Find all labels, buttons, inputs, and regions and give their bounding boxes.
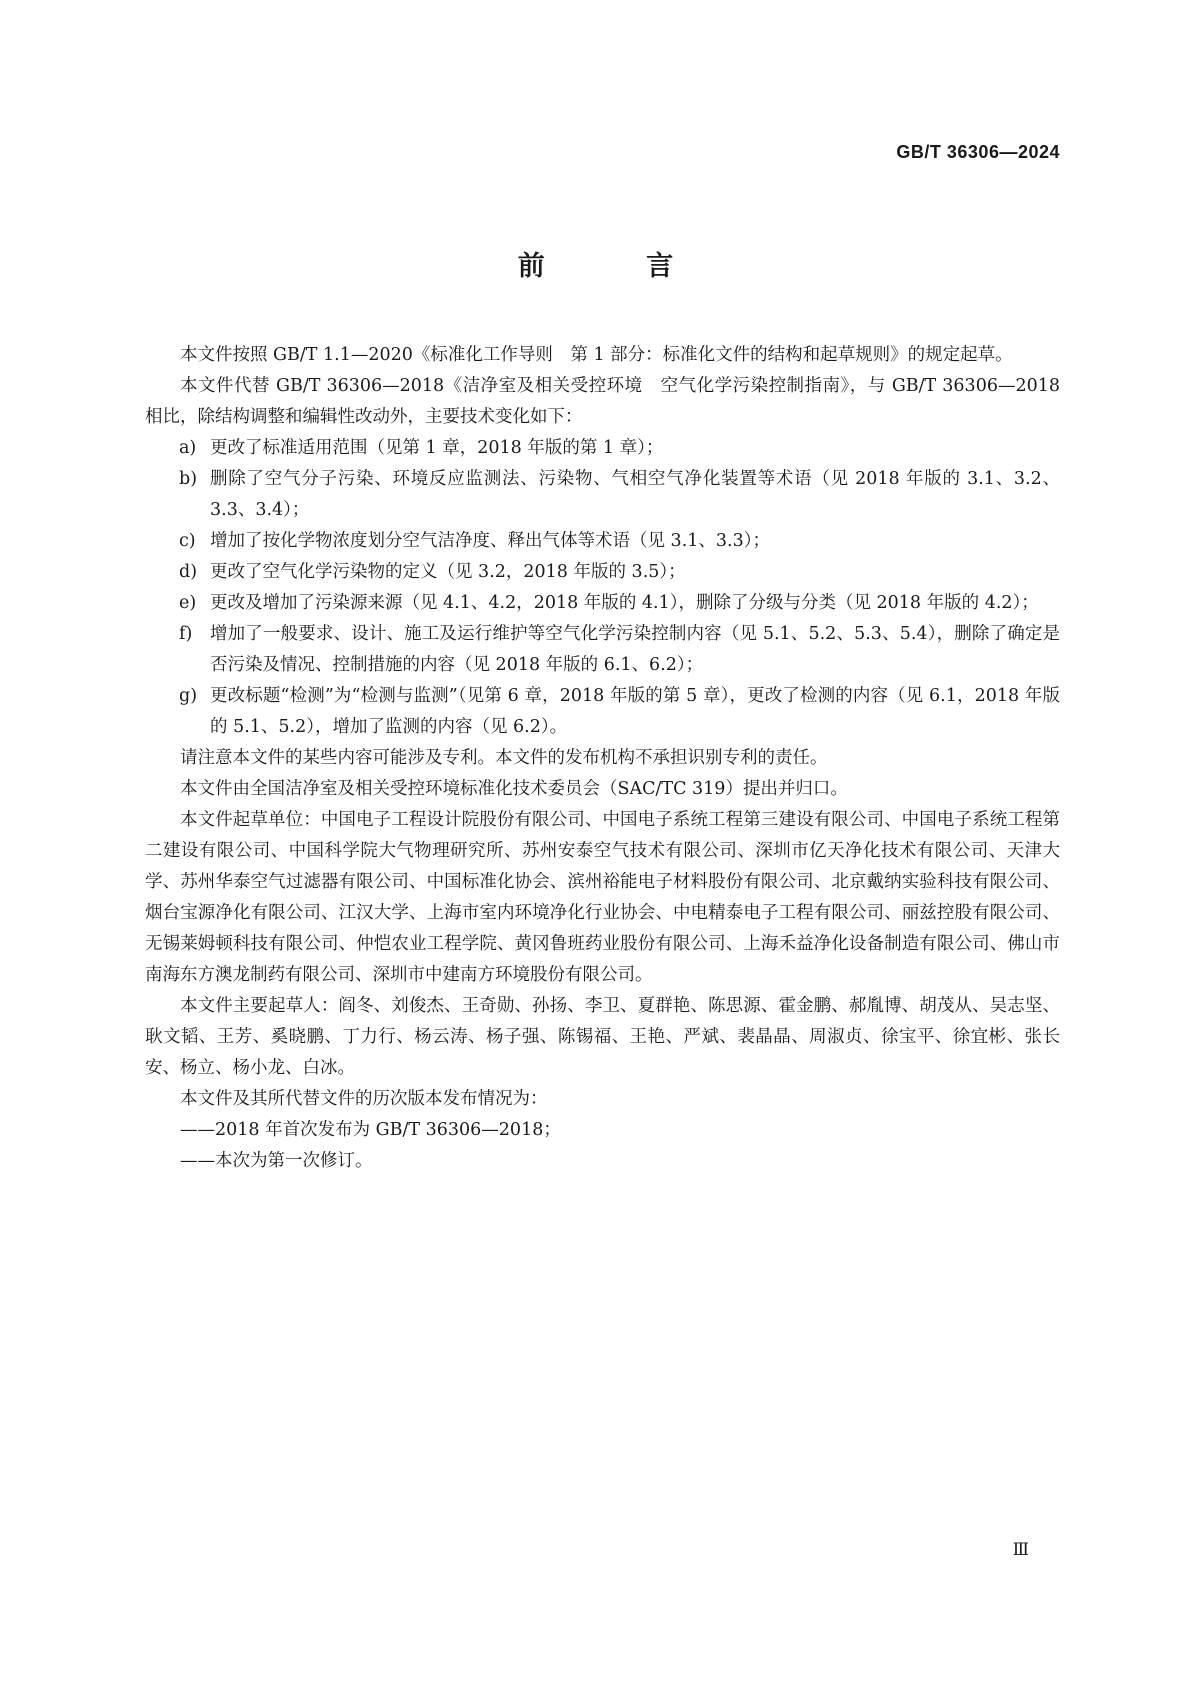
patent-notice: 请注意本文件的某些内容可能涉及专利。本文件的发布机构不承担识别专利的责任。 — [180, 748, 828, 768]
list-item — [145, 526, 1060, 557]
list-item — [145, 588, 1060, 619]
list-marker: c) — [179, 531, 196, 551]
drafting-units-paragraph: 本文件起草单位：中国电子工程设计院股份有限公司、中国电子系统工程第三建设有限公司、中国电子系统工程第二建设有限公司、中国科学院大气物理研究所、苏州安泰空气技术有限公司、深圳市亿天净化技术有限公司、天津大学、苏州华泰空气过滤器有限公司、中国标准化协会、滨州裕能电子材料股份有限公司、北京戴纳实验科技有限公司、烟台宝源净化有限公司、江汉大学、上海市室内环境净化行业协会、中电精泰电子工程有限公司、丽兹控股有限公司、无锡莱姆顿科技有限公司、仲恺农业工程学院、黄冈鲁班药业股份有限公司、上海禾益净化设备制造有限公司、佛山市南海东方澳龙制药有限公司、深圳市中建南方环境股份有限公司。 — [145, 810, 1060, 985]
list-item — [145, 619, 1060, 681]
page-number: Ⅲ — [1012, 1540, 1029, 1560]
list-item — [145, 433, 1060, 464]
drafters-paragraph: 本文件主要起草人：阎冬、刘俊杰、王奇勋、孙扬、李卫、夏群艳、陈思源、霍金鹏、郝胤博、胡茂从、吴志坚、耿文韬、王芳、奚晓鹏、丁力行、杨云涛、杨子强、陈锡福、王艳、严斌、裴晶晶、周淑贞、徐宝平、徐宜彬、张长安、杨立、杨小龙、白冰。 — [145, 996, 1060, 1078]
committee-paragraph: 本文件由全国洁净室及相关受控环境标准化技术委员会（SAC/TC 319）提出并归口。 — [180, 779, 848, 799]
history-item: ——2018 年首次发布为 GB/T 36306—2018； — [180, 1120, 561, 1140]
list-marker: e) — [179, 593, 197, 613]
page-title: 前 言 — [517, 251, 720, 282]
changes-list — [145, 433, 1060, 743]
list-item-text: 更改了空气化学污染物的定义（见 3.2，2018 年版的 3.5）； — [210, 562, 686, 582]
list-marker: b) — [179, 469, 198, 489]
list-marker: a) — [179, 438, 197, 458]
history-item: ——本次为第一次修订。 — [180, 1151, 373, 1171]
list-item-text: 更改标题“检测”为“检测与监测”（见第 6 章，2018 年版的第 5 章），更改了检测的内容（见 6.1，2018 年版的 5.1、5.2），增加了监测的内容（见 6.2）。 — [210, 686, 1060, 737]
list-item — [145, 681, 1060, 743]
document-body — [145, 340, 1060, 1177]
list-marker: f) — [179, 624, 193, 644]
list-item — [145, 464, 1060, 526]
list-marker: g) — [179, 686, 198, 706]
list-marker: d) — [179, 562, 198, 582]
history-intro: 本文件及其所代替文件的历次版本发布情况为： — [180, 1089, 548, 1109]
list-item-text: 更改了标准适用范围（见第 1 章，2018 年版的第 1 章）； — [210, 438, 664, 458]
standard-code: GB/T 36306—2024 — [896, 142, 1060, 162]
list-item-text: 更改及增加了污染源来源（见 4.1、4.2，2018 年版的 4.1），删除了分级与分类（见 2018 年版的 4.2）； — [210, 593, 1039, 613]
intro-paragraph: 本文件按照 GB/T 1.1—2020《标准化工作导则 第 1 部分：标准化文件的结构和起草规则》的规定起草。 — [180, 345, 1013, 365]
list-item-text: 删除了空气分子污染、环境反应监测法、污染物、气相空气净化装置等术语（见 2018 年版的 3.1、3.2、3.3、3.4）； — [210, 469, 1060, 520]
list-item-text: 增加了按化学物浓度划分空气洁净度、释出气体等术语（见 3.1、3.3）； — [210, 531, 770, 551]
list-item-text: 增加了一般要求、设计、施工及运行维护等空气化学污染控制内容（见 5.1、5.2、5.3、5.4），删除了确定是否污染及情况、控制措施的内容（见 2018 年版的 6.1、6.2）； — [210, 624, 1060, 675]
intro-paragraph: 本文件代替 GB/T 36306—2018《洁净室及相关受控环境 空气化学污染控制指南》，与 GB/T 36306—2018 相比，除结构调整和编辑性改动外，主要技术变化如下： — [145, 376, 1060, 427]
list-item — [145, 557, 1060, 588]
